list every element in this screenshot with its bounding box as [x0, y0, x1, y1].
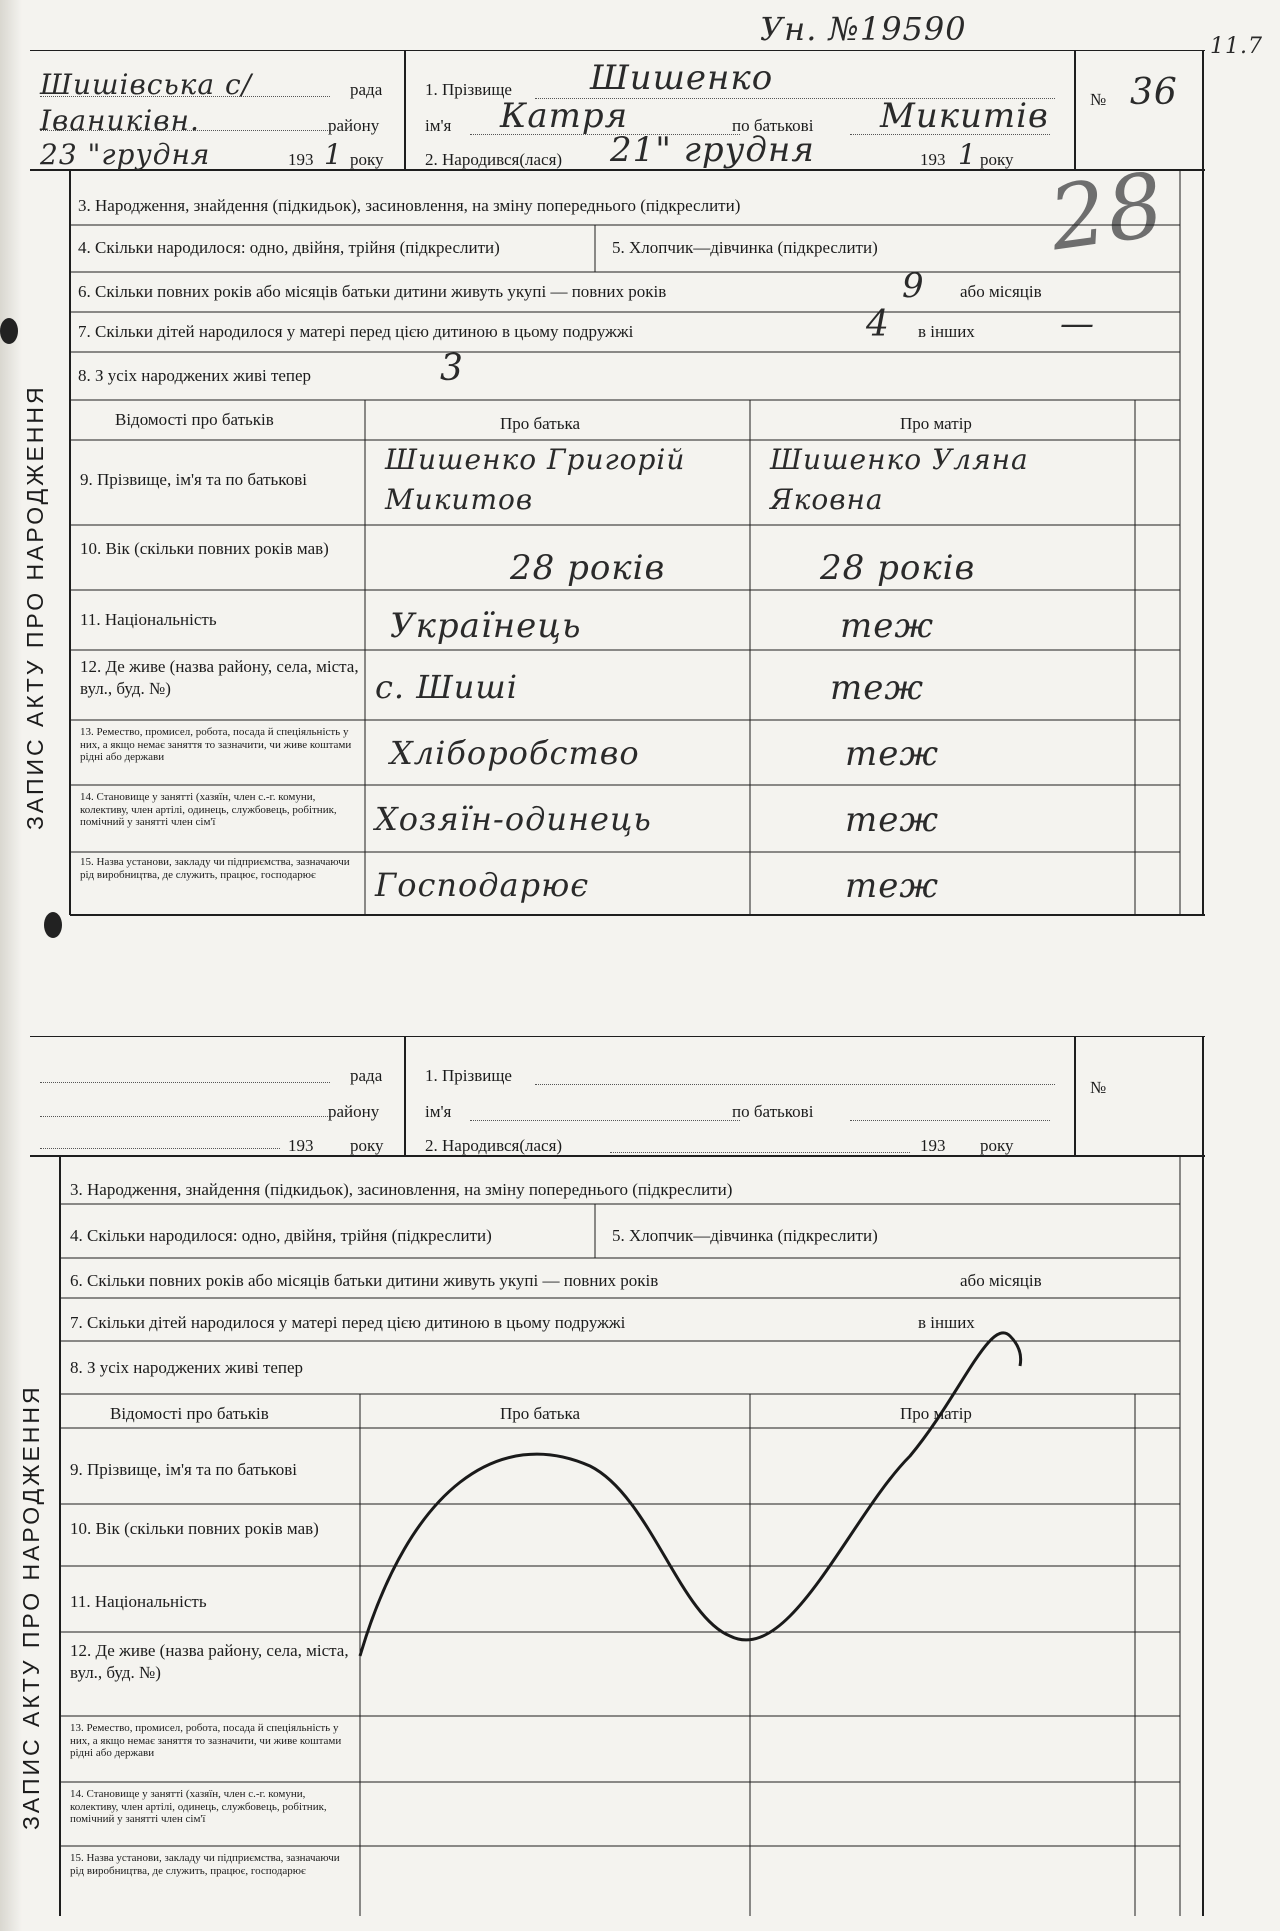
q9-label: 9. Прізвище, ім'я та по батькові — [80, 470, 307, 489]
father-workplace-value: Господарює — [375, 866, 590, 904]
q3-label: 3. Народження, знайдення (підкидьок), засиновлення, на зміну попереднього (підкреслити) — [70, 1180, 733, 1199]
q6-years-value: 9 — [902, 266, 925, 306]
q7-count-value: 4 — [866, 304, 890, 345]
record-number: 36 — [1130, 72, 1178, 113]
rada-value: Шишівська с/ — [40, 68, 253, 101]
roku-label: року — [350, 1136, 384, 1155]
q15-label: 15. Назва установи, закладу чи підприємства, зазначаючи рід виробництва, де служить, працює, господарює — [70, 1852, 340, 1877]
q6-months-label: або місяців — [960, 1271, 1042, 1290]
rayon-label: району — [328, 116, 380, 135]
mother-age-value: 28 років — [820, 548, 976, 588]
roku-label: року — [350, 150, 384, 169]
q6-months-label: або місяців — [960, 282, 1042, 301]
punch-hole — [0, 318, 18, 344]
crossout-stroke — [360, 1333, 1021, 1656]
q7-label: 7. Скільки дітей народилося у матері перед цією дитиною в цьому подружжі — [70, 1313, 626, 1332]
date-value: 23 "грудня — [40, 138, 211, 171]
surname-label: 1. Прізвище — [425, 1066, 512, 1085]
q10-label: 10. Вік (скільки повних років мав) — [80, 539, 329, 558]
mother-occupation-value: теж — [845, 734, 940, 774]
father-name-value: Шишенко Григорій Микитов — [385, 443, 686, 516]
q5-label: 5. Хлопчик—дівчинка (підкреслити) — [612, 1226, 878, 1245]
name-label: ім'я — [425, 1102, 452, 1121]
father-position-value: Хозяїн-одинець — [375, 800, 652, 838]
side-title: ЗАПИС АКТУ ПРО НАРОДЖЕННЯ — [18, 1384, 44, 1830]
rayon-label: району — [328, 1102, 380, 1121]
year-suffix: 1 — [324, 138, 343, 171]
born-roku-label: року — [980, 150, 1014, 169]
q8-label: 8. З усіх народжених живі тепер — [70, 1358, 304, 1377]
q11-label: 11. Національність — [80, 610, 217, 629]
birth-record-form-filled — [30, 50, 1205, 930]
archive-number: Ун. №19590 — [760, 10, 967, 48]
born-year-label: 193 — [920, 1136, 946, 1155]
born-label: 2. Народився(лася) — [425, 150, 563, 169]
surname-label: 1. Прізвище — [425, 80, 512, 99]
stamp-number: 28 — [1043, 152, 1171, 271]
q14-label: 14. Становище у занятті (хазяїн, член с.-г. комуни, колективу, член артілі, одинець, службовець, робітник, помічний у занятті член сім'ї — [80, 791, 337, 828]
q5-label: 5. Хлопчик—дівчинка (підкреслити) — [612, 238, 878, 257]
rada-label: рада — [350, 1066, 383, 1085]
q4-label: 4. Скільки народилося: одно, двійня, трійня (підкреслити) — [78, 238, 500, 257]
mother-nationality-value: теж — [840, 606, 935, 646]
mother-workplace-value: теж — [845, 866, 940, 906]
mother-position-value: теж — [845, 800, 940, 840]
q11-label: 11. Національність — [70, 1592, 207, 1611]
father-header: Про батька — [500, 1404, 581, 1423]
q8-alive-value: 3 — [440, 348, 464, 389]
q4-label: 4. Скільки народилося: одно, двійня, трійня (підкреслити) — [70, 1226, 492, 1245]
q7-label: 7. Скільки дітей народилося у матері перед цією дитиною в цьому подружжі — [78, 322, 634, 341]
born-year-label: 193 — [920, 150, 946, 169]
born-value: 21" грудня — [610, 130, 815, 170]
parents-header: Відомості про батьків — [110, 1404, 269, 1423]
q9-label: 9. Прізвище, ім'я та по батькові — [70, 1460, 297, 1479]
surname-value: Шишенко — [590, 58, 774, 98]
q8-label: 8. З усіх народжених живі тепер — [78, 366, 312, 385]
patronymic-value: Микитів — [880, 96, 1049, 136]
rayon-value: Іваниківн. — [40, 104, 200, 137]
q7-others-label: в інших — [918, 1313, 975, 1332]
mother-header: Про матір — [900, 1404, 972, 1423]
parents-header: Відомості про батьків — [115, 410, 274, 429]
born-roku-label: року — [980, 1136, 1014, 1155]
rada-label: рада — [350, 80, 383, 99]
q10-label: 10. Вік (скільки повних років мав) — [70, 1519, 319, 1538]
born-year-suffix: 1 — [958, 138, 977, 171]
q6-label: 6. Скільки повних років або місяців батьки дитини живуть укупі — повних років — [70, 1271, 659, 1290]
mother-header: Про матір — [900, 414, 972, 433]
number-label: № — [1090, 1078, 1107, 1097]
father-occupation-value: Хліборобство — [390, 734, 640, 772]
father-residence-value: с. Шиші — [375, 668, 518, 706]
number-label: № — [1090, 90, 1107, 109]
q15-label: 15. Назва установи, закладу чи підприємства, зазначаючи рід виробництва, де служить, працює, господарює — [80, 856, 350, 881]
patronymic-label: по батькові — [732, 1102, 814, 1121]
corner-mark: 11.7 — [1210, 34, 1263, 59]
q3-label: 3. Народження, знайдення (підкидьок), засиновлення, на зміну попереднього (підкреслити) — [78, 196, 741, 215]
q6-label: 6. Скільки повних років або місяців батьки дитини живуть укупі — повних років — [78, 282, 667, 301]
q7-others-value: — — [1060, 304, 1095, 344]
q13-label: 13. Ремество, промисел, робота, посада й спеціяльність у них, а якщо немає заняття то зазначити, чи живе коштами рідні або держави — [70, 1722, 342, 1759]
name-value: Катря — [500, 96, 629, 136]
born-label: 2. Народився(лася) — [425, 1136, 563, 1155]
year-label: 193 — [288, 1136, 314, 1155]
father-header: Про батька — [500, 414, 581, 433]
q12-label: 12. Де живе (назва району, села, міста, вул., буд. №) — [80, 657, 359, 698]
q14-label: 14. Становище у занятті (хазяїн, член с.-г. комуни, колективу, член артілі, одинець, службовець, робітник, помічний у занятті член сім'ї — [70, 1788, 327, 1825]
side-title: ЗАПИС АКТУ ПРО НАРОДЖЕННЯ — [22, 384, 48, 830]
patronymic-label: по батькові — [732, 116, 814, 135]
father-nationality-value: Українець — [390, 606, 582, 646]
name-label: ім'я — [425, 116, 452, 135]
q13-label: 13. Ремество, промисел, робота, посада й спеціяльність у них, а якщо немає заняття то зазначити, чи живе коштами рідні або держави — [80, 726, 352, 763]
year-label: 193 — [288, 150, 314, 169]
q12-label: 12. Де живе (назва району, села, міста, вул., буд. №) — [70, 1641, 349, 1682]
q7-others-label: в інших — [918, 322, 975, 341]
mother-name-value: Шишенко Уляна Яковна — [770, 443, 1029, 516]
mother-residence-value: теж — [830, 668, 925, 708]
birth-record-form-blank — [30, 1036, 1205, 1916]
father-age-value: 28 років — [510, 548, 666, 588]
